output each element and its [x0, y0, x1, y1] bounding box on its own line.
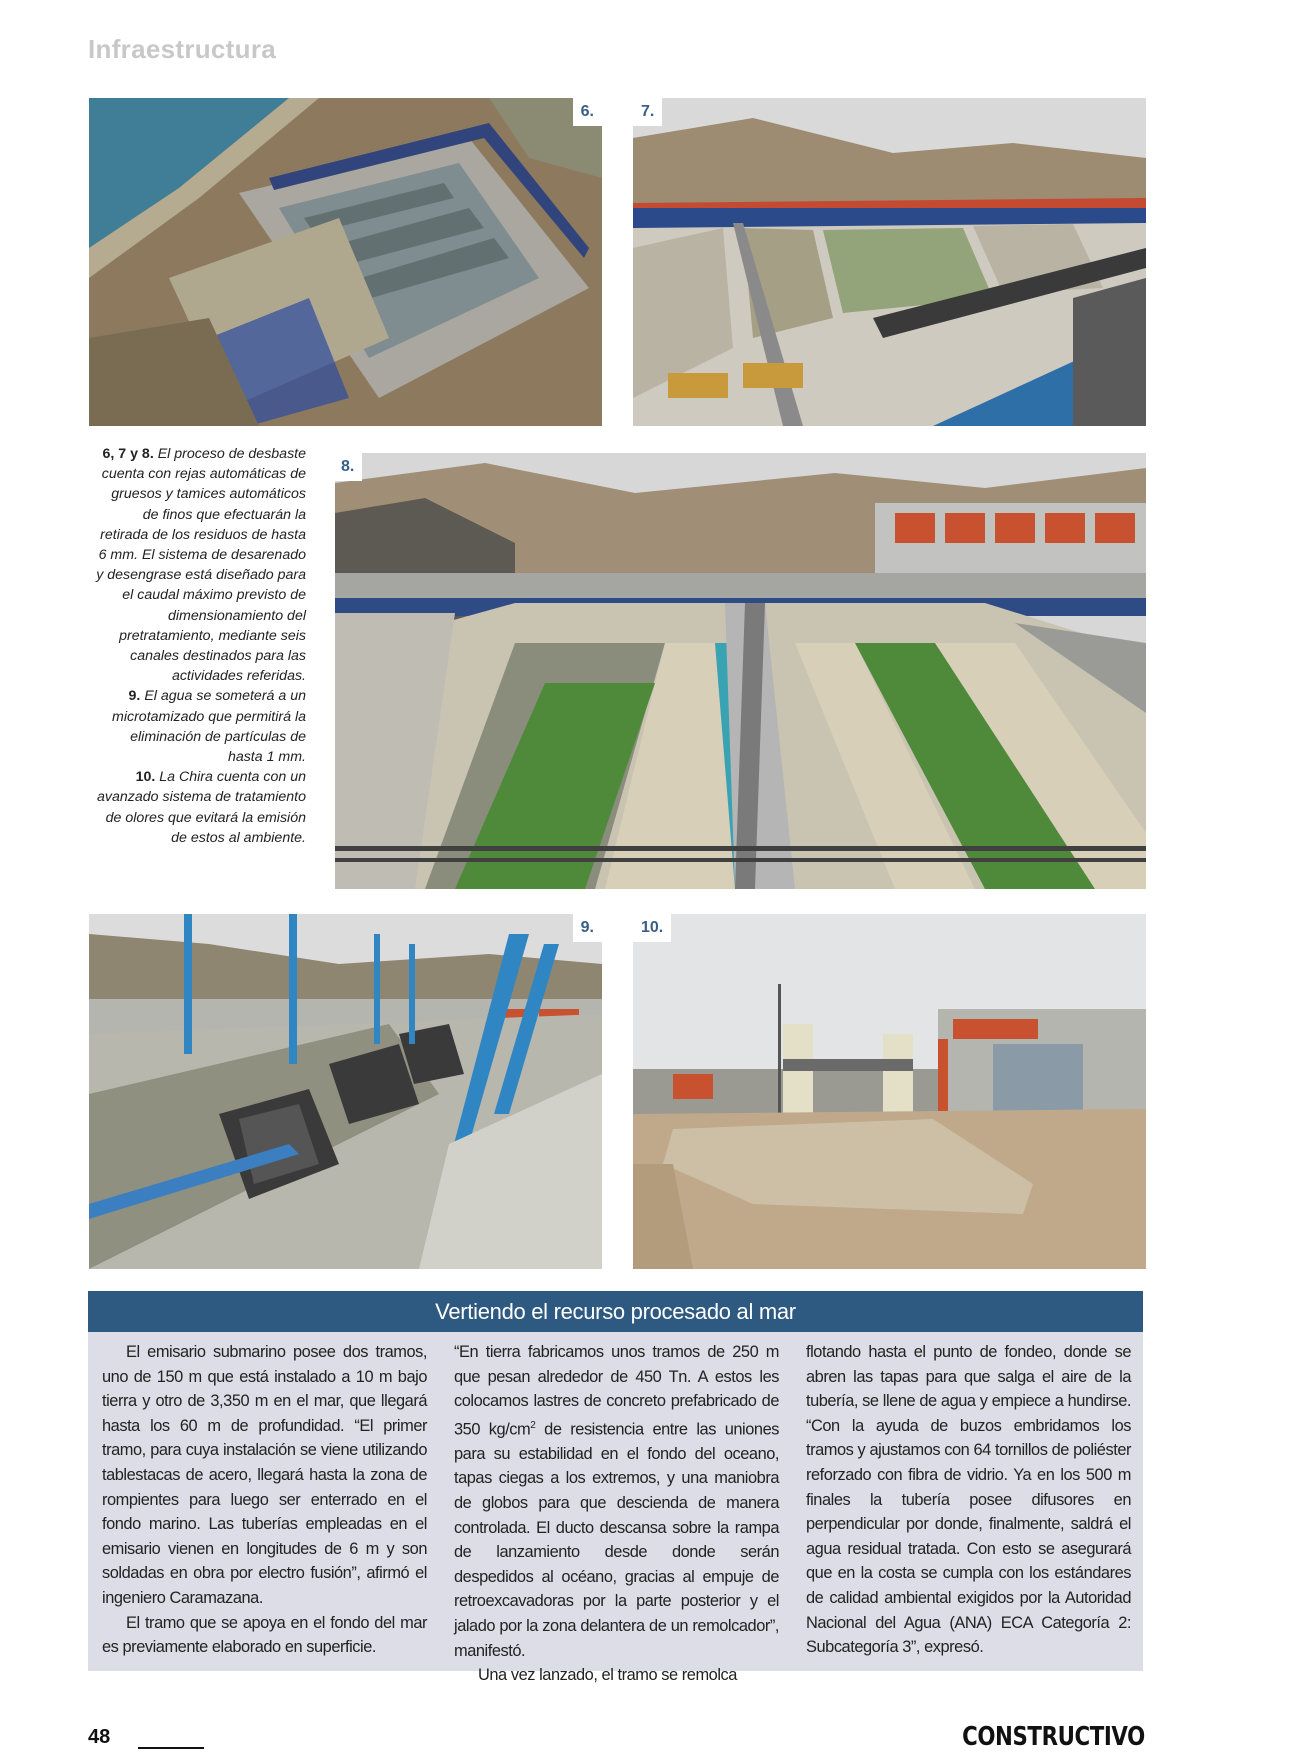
caption-ref-6-7-8: 6, 7 y 8.: [102, 446, 154, 462]
caption-text-10: La Chira cuenta con un avanzado sistema de tratamiento de olores que evitará la emisión de estos al ambiente.: [97, 769, 306, 846]
caption-text-9: El agua se someterá a un microtamizado que permitirá la eliminación de partículas de hasta 1 mm.: [112, 688, 306, 766]
photo-9-number: 9.: [573, 914, 602, 942]
box-title: Vertiendo el recurso procesado al mar: [88, 1291, 1143, 1332]
photo-9: [89, 914, 602, 1269]
photo-10: [633, 914, 1146, 1269]
caption-ref-10: 10.: [135, 769, 156, 786]
photo-6-image: [89, 98, 602, 426]
photo-10-number: 10.: [633, 914, 671, 942]
page-number: 48: [88, 1726, 111, 1748]
box-column-1: [102, 1340, 427, 1660]
photo-caption: [92, 444, 306, 848]
photo-7: [633, 98, 1146, 426]
photo-6-number: 6.: [573, 98, 602, 126]
photo-10-image: [633, 914, 1146, 1269]
sidebar-box: [88, 1332, 1143, 1685]
box-paragraph: Una vez lanzado, el tramo se remolca: [478, 1666, 737, 1685]
caption-ref-9: 9.: [128, 688, 141, 705]
photo-6: [89, 98, 602, 426]
page-number-rule: [138, 1747, 204, 1749]
box-text: de resistencia entre las uniones para su estabilidad en el fondo del oceano, tapas ciegas a los extremos, y una maniobra de globos para que descienda de manera controlada. El ducto descansa sobre la rampa de lanzamiento desde donde serán despedidos al océano, gracias al empuje de retroexcavadoras por la parte posterior y el jalado por la zona delantera de un remolcador”, manifestó.: [454, 1420, 779, 1660]
photo-8-image: [335, 453, 1146, 889]
section-title: Infraestructura: [88, 34, 276, 64]
superscript: 2: [530, 1419, 536, 1431]
caption-text-6-7-8: El proceso de desbaste cuenta con rejas automáticas de gruesos y tamices automáticos de finos que efectuarán la retirada de los residuos de hasta 6 mm. El sistema de desarenado y desengrase está diseñado para el caudal máximo previsto de dimensionamiento del pretratamiento, mediante seis canales destinados para las actividades referidas.: [96, 446, 306, 685]
box-paragraph: El emisario submarino posee dos tramos, uno de 150 m que está instalado a 10 m bajo tierra y otro de 3,350 m en el mar, que llegará hasta los 60 m de profundidad. “El primer tramo, para cuya instalación se viene utilizando tablestacas de acero, llegará hasta la zona de rompientes para luego ser enterrado en el fondo marino. Las tuberías empleadas en el emisario vienen en longitudes de 6 m y son soldadas en obra por electro fusión”, afirmó el ingeniero Caramazana.: [102, 1343, 427, 1607]
box-paragraph: El tramo que se apoya en el fondo del mar es previamente elaborado en superficie.: [102, 1613, 427, 1657]
box-paragraph: [454, 1340, 779, 1663]
photo-9-image: [89, 914, 602, 1269]
photo-7-image: [633, 98, 1146, 426]
box-paragraph: flotando hasta el punto de fondeo, donde se abren las tapas para que salga el aire de la tubería, se llene de agua y empiece a hundirse. “Con la ayuda de buzos embridamos los tramos y ajustamos con 64 tornillos de poliéster reforzado con fibra de vidrio. Ya en los 500 m finales la tubería posee difusores en perpendicular por donde, finalmente, saldrá el agua residual tratada. Con esto se asegurará que en la costa se cumpla con los estándares de calidad ambiental exigidos por la Autoridad Nacional del Agua (ANA) ECA Categoría 2: Subcategoría 3”, expresó.: [806, 1343, 1131, 1657]
box-column-3: [806, 1340, 1131, 1660]
box-text: “En tierra fabricamos unos tramos de 250 m que pesan alrededor de 450 Tn. A estos les colocamos lastres de concreto prefabricado de 350 kg/cm: [454, 1343, 779, 1439]
photo-8-number: 8.: [335, 453, 362, 481]
photo-8: [335, 453, 1146, 889]
box-column-2: [454, 1340, 779, 1688]
magazine-brand: CONSTRUCTIVO: [962, 1722, 1145, 1752]
photo-7-number: 7.: [633, 98, 662, 126]
